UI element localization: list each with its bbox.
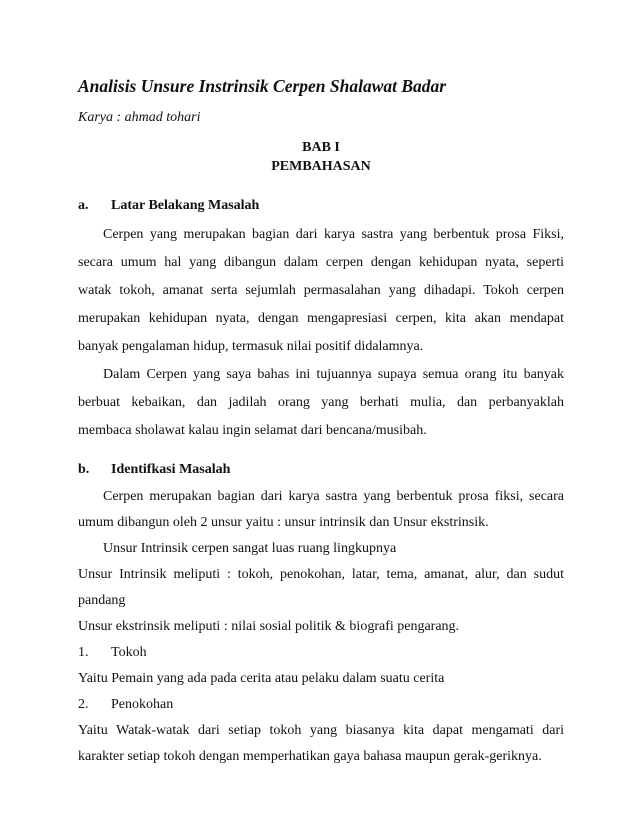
paragraph-line: Unsur Intrinsik meliputi : tokoh, penokohan, latar, tema, amanat, alur, dan sudut bbox=[78, 567, 564, 582]
paragraph-line: banyak pengalaman hidup, termasuk nilai positif didalamnya. bbox=[78, 339, 424, 354]
paragraph-line: pandang bbox=[78, 593, 126, 608]
paragraph-line: Cerpen yang merupakan bagian dari karya sastra yang berbentuk prosa Fiksi, bbox=[103, 227, 564, 242]
section-a-heading: Latar Belakang Masalah bbox=[111, 198, 260, 213]
document-author: Karya : ahmad tohari bbox=[78, 110, 201, 125]
document-title: Analisis Unsure Instrinsik Cerpen Shalawat Badar bbox=[78, 76, 447, 96]
paragraph-line: berbuat kebaikan, dan jadilah orang yang berhati mulia, dan perbanyaklah bbox=[78, 395, 564, 410]
paragraph-line: secara umum hal yang dibangun dalam cerpen dengan kehidupan nyata, seperti bbox=[78, 255, 564, 270]
paragraph-line: Yaitu Pemain yang ada pada cerita atau pelaku dalam suatu cerita bbox=[78, 671, 445, 686]
paragraph-line: merupakan kehidupan nyata, dengan mengapresiasi cerpen, kita akan mendapat bbox=[78, 311, 564, 326]
paragraph-line: umum dibangun oleh 2 unsur yaitu : unsur intrinsik dan Unsur ekstrinsik. bbox=[78, 515, 489, 530]
list-item-number: 2. bbox=[78, 697, 89, 712]
paragraph-line: Unsur ekstrinsik meliputi : nilai sosial politik & biografi pengarang. bbox=[78, 619, 460, 634]
paragraph-line: membaca sholawat kalau ingin selamat dari bencana/musibah. bbox=[78, 423, 427, 438]
list-item-label: Tokoh bbox=[111, 645, 147, 660]
section-b-heading: Identifkasi Masalah bbox=[111, 462, 231, 477]
paragraph-line: Dalam Cerpen yang saya bahas ini tujuannya supaya semua orang itu banyak bbox=[103, 367, 564, 382]
paragraph-line: Cerpen merupakan bagian dari karya sastra yang berbentuk prosa fiksi, secara bbox=[103, 489, 564, 504]
list-item-number: 1. bbox=[78, 645, 89, 660]
paragraph-line: Unsur Intrinsik cerpen sangat luas ruang lingkupnya bbox=[103, 541, 397, 556]
paragraph-line: karakter setiap tokoh dengan memperhatikan gaya bahasa maupun gerak-geriknya. bbox=[78, 749, 542, 764]
section-a-letter: a. bbox=[78, 198, 89, 213]
chapter-label: BAB I bbox=[302, 140, 340, 155]
section-b-letter: b. bbox=[78, 462, 90, 477]
chapter-title: PEMBAHASAN bbox=[271, 159, 371, 174]
paragraph-line: Yaitu Watak-watak dari setiap tokoh yang biasanya kita dapat mengamati dari bbox=[78, 723, 564, 738]
paragraph-line: watak tokoh, amanat serta sejumlah permasalahan yang dihadapi. Tokoh cerpen bbox=[78, 283, 564, 298]
list-item-label: Penokohan bbox=[111, 697, 174, 712]
